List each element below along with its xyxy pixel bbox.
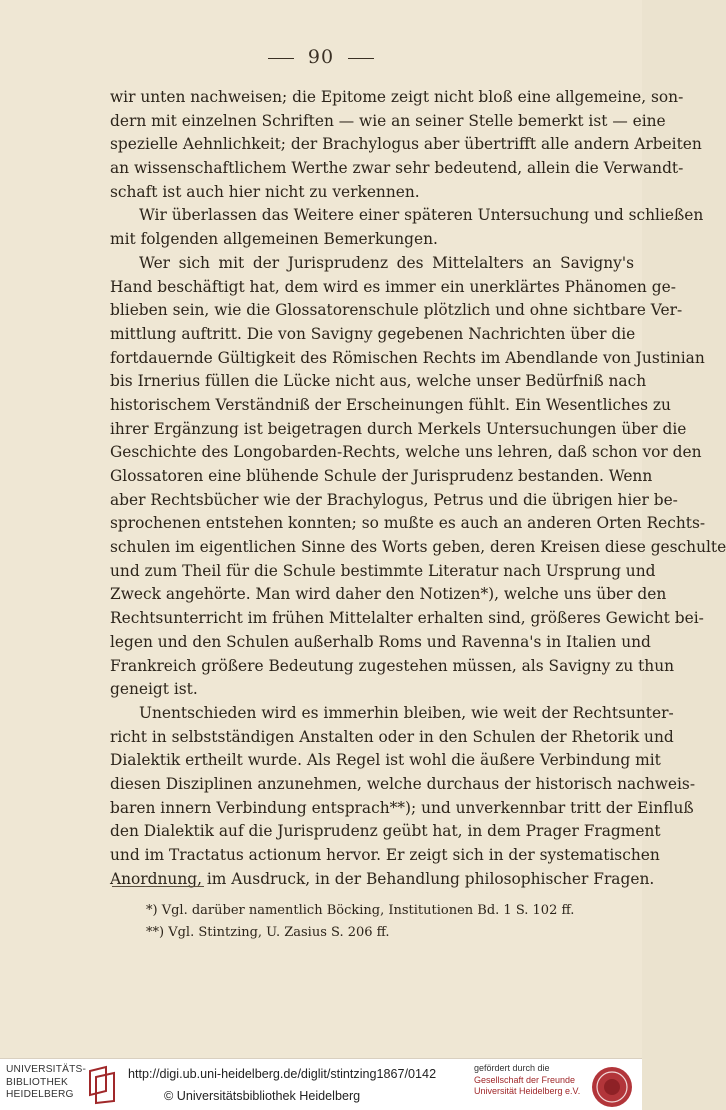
text-line: Wir überlassen das Weitere einer späteren Untersuchung und schließen (139, 206, 704, 225)
text-line: baren innern Verbindung entsprach**); und unverkennbar tritt der Einfluß (110, 798, 694, 817)
copyright-text: © Universitätsbibliothek Heidelberg (164, 1089, 361, 1103)
header-dash-right (348, 58, 374, 59)
text-line: Frankreich größere Bedeutung zugestehen müssen, als Savigny zu thun (110, 656, 675, 675)
library-logo-icon (84, 1065, 120, 1105)
university-seal-icon (590, 1065, 634, 1109)
footnote: **) Vgl. Stintzing, U. Zasius S. 206 ff. (146, 925, 390, 940)
footnotes (146, 900, 616, 944)
library-name (6, 1064, 86, 1102)
text-line: Wer sich mit der Jurisprudenz des Mittelalters an Savigny's (139, 253, 634, 272)
text-line: ihrer Ergänzung ist beigetragen durch Merkels Untersuchungen über die (110, 419, 687, 438)
text-line: spezielle Aehnlichkeit; der Brachylogus aber übertrifft alle andern Arbeiten (110, 135, 702, 154)
text-line: wir unten nachweisen; die Epitome zeigt nicht bloß eine allgemeine, son- (110, 88, 684, 106)
text-line: und im Tractatus actionum hervor. Er zeigt sich in der systematischen (110, 846, 660, 864)
sponsor-intro: gefördert durch die (474, 1063, 550, 1073)
body-text (110, 86, 726, 891)
text-line: historischem Verständniß der Erscheinungen fühlt. Ein Wesentliches zu (110, 395, 671, 414)
sponsor-org: Gesellschaft der Freunde (474, 1074, 576, 1085)
library-name-line: HEIDELBERG (6, 1089, 74, 1100)
header-dash-left (268, 58, 294, 59)
text-line: bis Irnerius füllen die Lücke nicht aus, welche unser Bedürfniß nach (110, 372, 647, 391)
text-line: Anordnung, im Ausdruck, in der Behandlung philosophischer Fragen. (110, 869, 655, 888)
text-line: Glossatoren eine blühende Schule der Jurisprudenz bestanden. Wenn (110, 467, 653, 485)
text-line: diesen Disziplinen anzunehmen, welche durchaus der historisch nachweis- (110, 774, 696, 793)
footnote-divider (112, 886, 204, 887)
text-line: Hand beschäftigt hat, dem wird es immer ein unerklärtes Phänomen ge- (110, 277, 676, 296)
text-line: mittlung auftritt. Die von Savigny gegebenen Nachrichten über die (110, 324, 636, 343)
text-line: mit folgenden allgemeinen Bemerkungen. (110, 230, 438, 249)
footnote: *) Vgl. darüber namentlich Böcking, Institutionen Bd. 1 S. 102 ff. (146, 903, 575, 918)
page-url-link[interactable]: http://digi.ub.uni-heidelberg.de/diglit/stintzing1867/0142 (128, 1067, 437, 1081)
text-line: geneigt ist. (110, 680, 198, 699)
text-line: legen und den Schulen außerhalb Roms und Ravenna's in Italien und (110, 632, 651, 651)
text-line: Dialektik ertheilt wurde. Als Regel ist wohl die äußere Verbindung mit (110, 751, 661, 770)
library-name-line: BIBLIOTHEK (6, 1076, 69, 1088)
page-header (0, 46, 642, 68)
library-name-line: UNIVERSITÄTS- (6, 1064, 87, 1075)
text-line: blieben sein, wie die Glossatorenschule plötzlich und ohne sichtbare Ver- (110, 301, 683, 320)
sponsor-block (474, 1063, 590, 1098)
text-line: Zweck angehörte. Man wird daher den Notizen*), welche uns über den (110, 585, 667, 604)
text-line: dern mit einzelnen Schriften — wie an seiner Stelle bemerkt ist — eine (110, 111, 666, 130)
text-line: den Dialektik auf die Jurisprudenz geübt hat, in dem Prager Fragment (110, 822, 661, 841)
page-number: 90 (307, 46, 335, 68)
text-line: Geschichte des Longobarden-Rechts, welche uns lehren, daß schon vor den (110, 443, 702, 462)
text-line: richt in selbstständigen Anstalten oder in den Schulen der Rhetorik und (110, 727, 674, 746)
text-line: fortdauernde Gültigkeit des Römischen Rechts im Abendlande von Justinian (110, 348, 705, 367)
text-line: an wissenschaftlichem Werthe zwar sehr bedeutend, allein die Verwandt- (110, 159, 684, 178)
text-line: und zum Theil für die Schule bestimmte Literatur nach Ursprung und (110, 561, 656, 580)
text-line: schulen im eigentlichen Sinne des Worts geben, deren Kreisen diese geschulte (110, 538, 726, 557)
footer-bar (0, 1058, 642, 1110)
sponsor-org: Universität Heidelberg e.V. (474, 1086, 581, 1096)
text-line: sprochenen entstehen konnten; so mußte es auch an anderen Orten Rechts- (110, 514, 706, 533)
text-line: Unentschieden wird es immerhin bleiben, wie weit der Rechtsunter- (139, 703, 674, 722)
text-line: aber Rechtsbücher wie der Brachylogus, Petrus und die übrigen hier be- (110, 490, 678, 509)
text-line: Rechtsunterricht im frühen Mittelalter erhalten sind, größeres Gewicht bei- (110, 609, 704, 628)
text-line: schaft ist auch hier nicht zu verkennen. (110, 182, 420, 201)
